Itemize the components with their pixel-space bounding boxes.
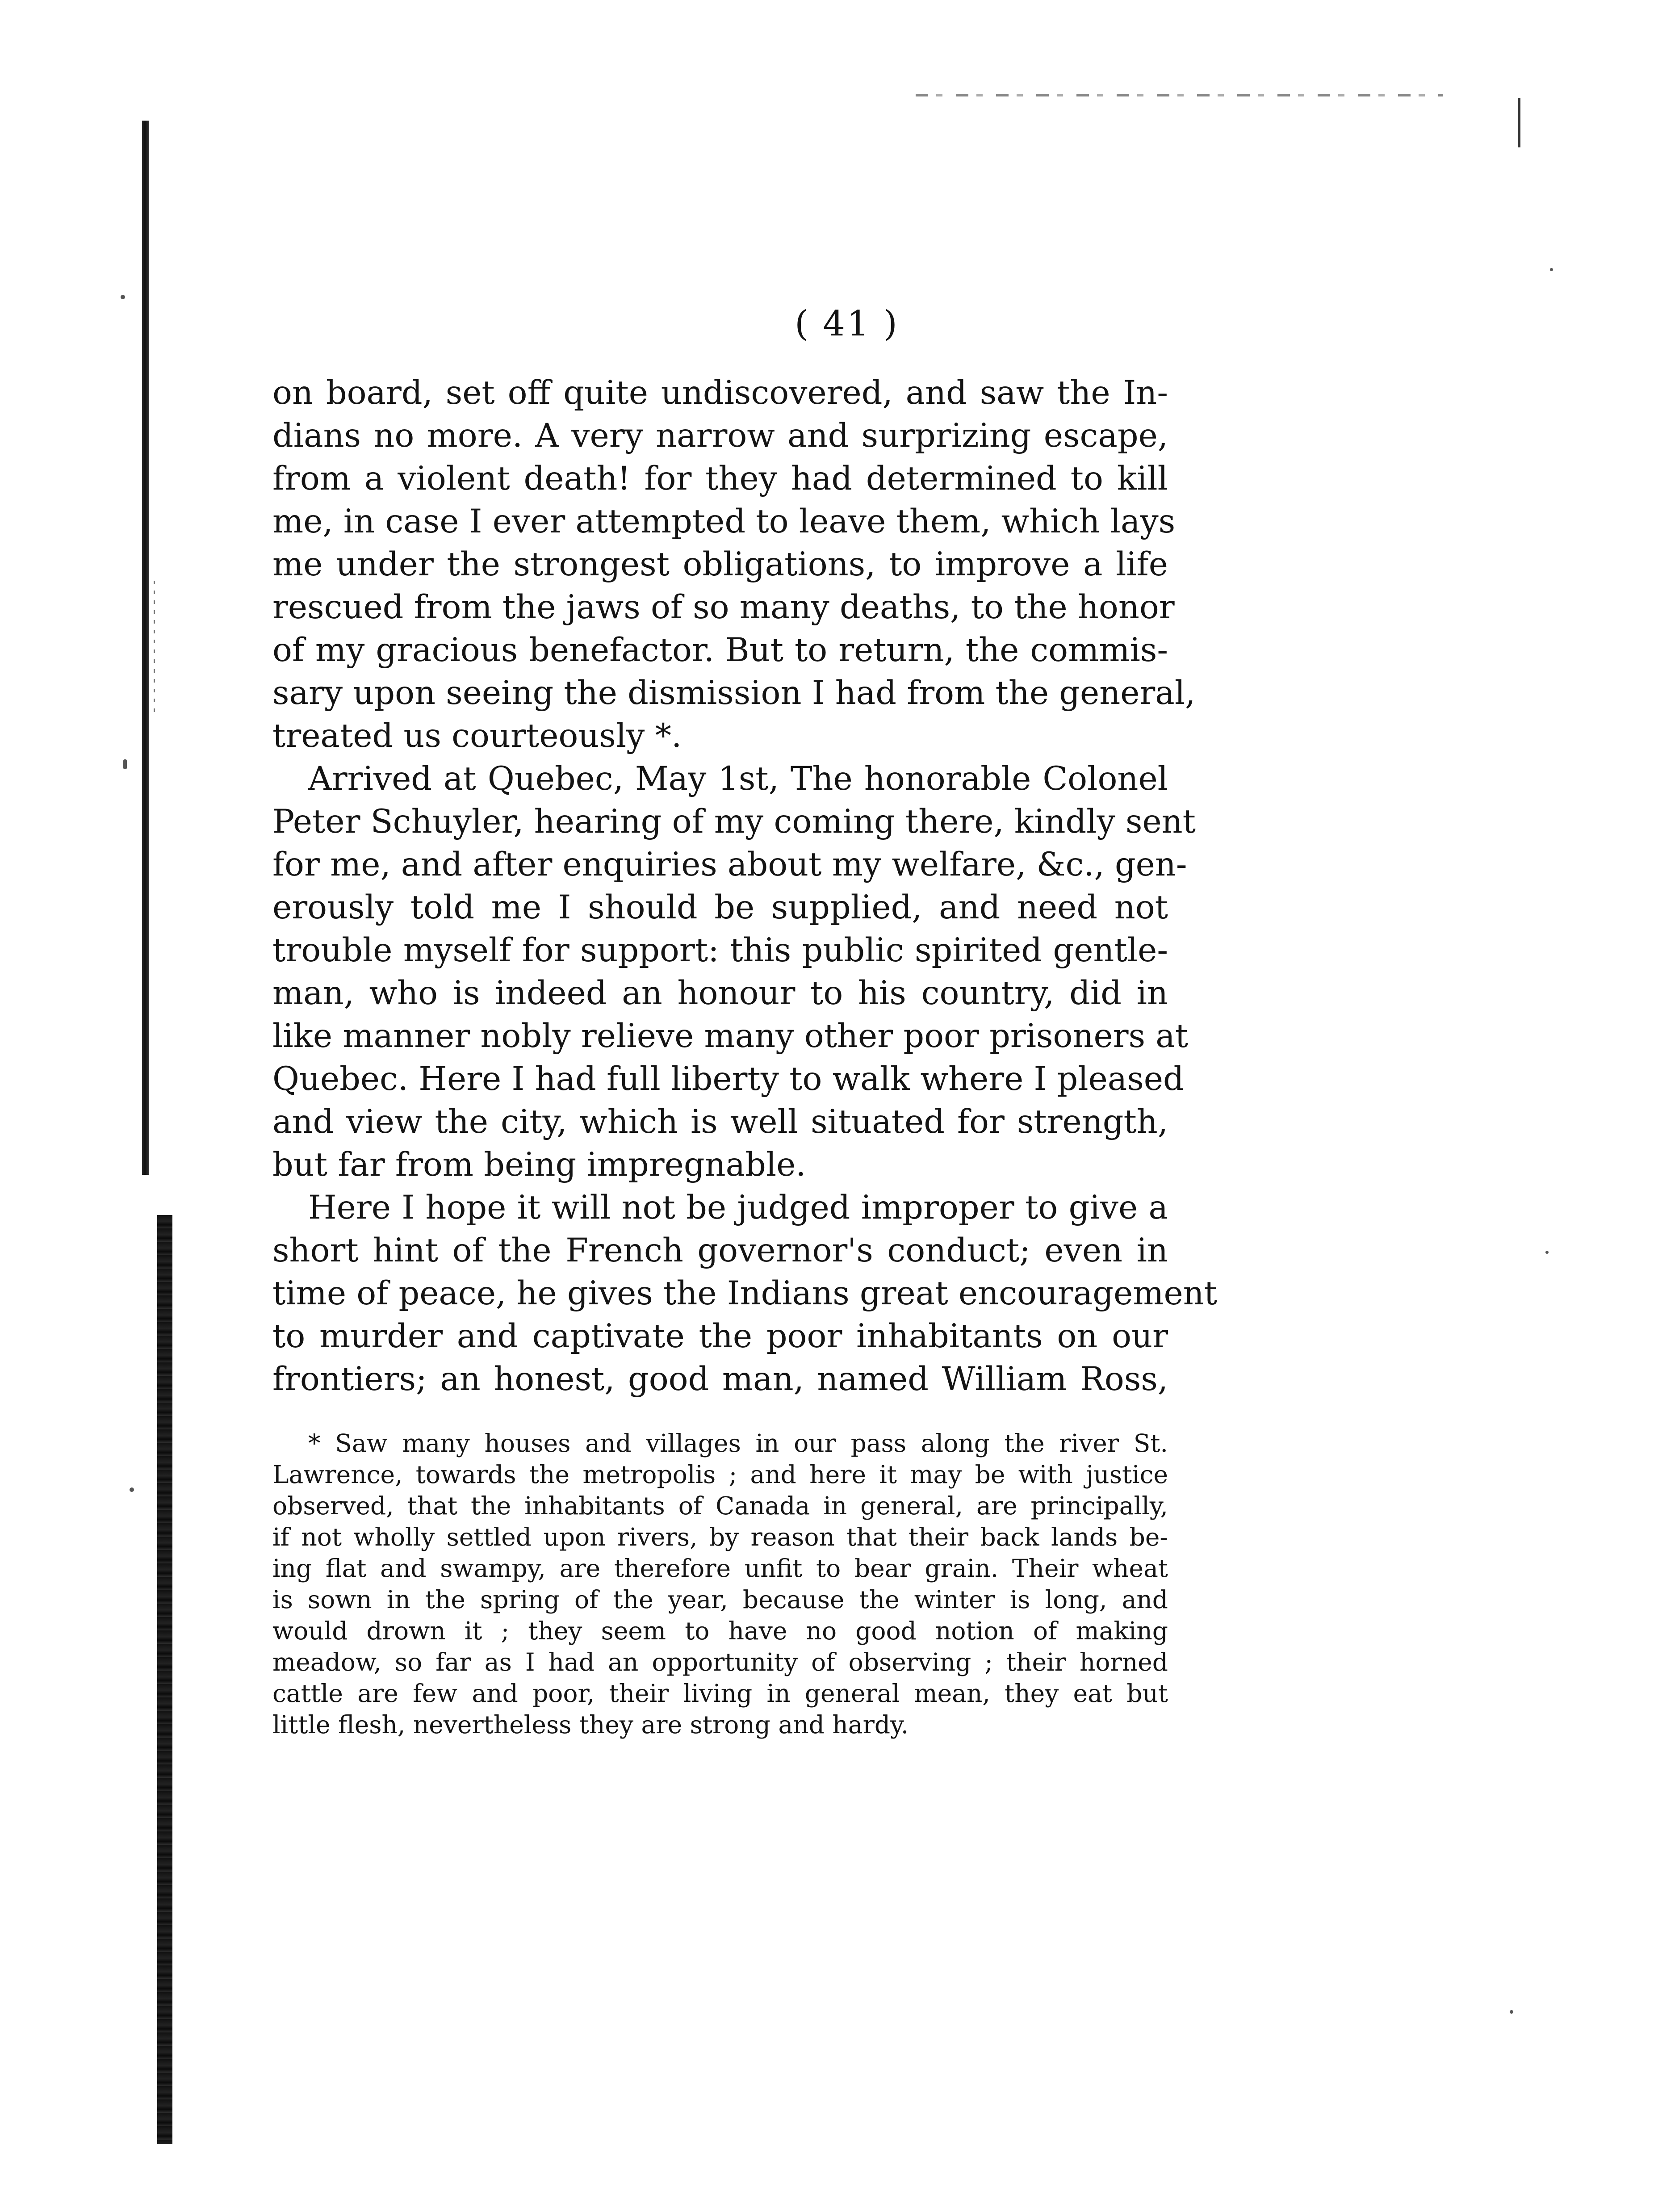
footnote-line: observed, that the inhabitants of Canada in general, are principally, — [272, 1491, 1168, 1520]
scan-speck — [123, 759, 127, 769]
body-line: and view the city, which is well situated for strength, — [272, 1103, 1168, 1141]
binding-edge-faint — [154, 581, 155, 715]
body-line: frontiers; an honest, good man, named William Ross, — [272, 1360, 1168, 1398]
footnote-line: little flesh, nevertheless they are strong and hardy. — [272, 1710, 909, 1739]
body-line: erously told me I should be supplied, and need not — [272, 888, 1168, 926]
scan-speck — [1510, 2010, 1513, 2014]
footnote-line: if not wholly settled upon rivers, by reason that their back lands be- — [272, 1523, 1168, 1551]
body-line: treated us courteously *. — [272, 717, 682, 755]
footnote-line: meadow, so far as I had an opportunity of observing ; their horned — [272, 1648, 1168, 1676]
body-line: to murder and captivate the poor inhabitants on our — [272, 1317, 1168, 1355]
body-line: sary upon seeing the dismission I had from the general, — [272, 674, 1196, 712]
body-line: for me, and after enquiries about my welfare, &c., gen- — [272, 846, 1187, 884]
body-text — [272, 372, 1218, 1401]
scan-speck — [1545, 1251, 1549, 1254]
body-line: Peter Schuyler, hearing of my coming there, kindly sent — [272, 803, 1196, 841]
body-line: of my gracious benefactor. But to return, the commis- — [272, 631, 1168, 669]
body-line: time of peace, he gives the Indians great encouragement — [272, 1274, 1218, 1312]
page-number: ( 41 ) — [795, 304, 899, 344]
body-line: man, who is indeed an honour to his country, did in — [272, 974, 1168, 1012]
scan-mark-right — [1518, 98, 1520, 147]
body-line-indented: Arrived at Quebec, May 1st, The honorable Colonel — [308, 760, 1168, 798]
binding-edge-shadow-lower — [157, 1215, 172, 2144]
binding-edge-shadow — [142, 121, 149, 1175]
body-line: rescued from the jaws of so many deaths, to the honor — [272, 588, 1175, 626]
body-line: Quebec. Here I had full liberty to walk where I pleased — [272, 1060, 1184, 1098]
scan-noise-top — [916, 94, 1443, 96]
scan-speck — [121, 295, 125, 299]
footnote — [272, 1428, 1168, 1740]
footnote-line-indented: * Saw many houses and villages in our pass along the river St. — [308, 1429, 1168, 1458]
body-line: trouble myself for support: this public spirited gentle- — [272, 931, 1168, 969]
body-line: me, in case I ever attempted to leave them, which lays — [272, 503, 1176, 540]
body-line: on board, set off quite undiscovered, and saw the In- — [272, 374, 1168, 412]
scan-speck — [1550, 268, 1553, 271]
footnote-line: Lawrence, towards the metropolis ; and here it may be with justice — [272, 1460, 1168, 1489]
scan-speck — [130, 1487, 134, 1492]
body-line: short hint of the French governor's conduct; even in — [272, 1232, 1168, 1269]
body-line: from a violent death! for they had determined to kill — [272, 460, 1168, 498]
body-line: dians no more. A very narrow and surprizing escape, — [272, 417, 1168, 455]
footnote-line: would drown it ; they seem to have no good notion of making — [272, 1617, 1168, 1645]
body-line: me under the strongest obligations, to improve a life — [272, 545, 1168, 583]
footnote-line: ing flat and swampy, are therefore unfit to bear grain. Their wheat — [272, 1554, 1168, 1583]
footnote-line: cattle are few and poor, their living in general mean, they eat but — [272, 1679, 1168, 1708]
footnote-line: is sown in the spring of the year, because the winter is long, and — [272, 1585, 1168, 1614]
body-line: but far from being impregnable. — [272, 1146, 806, 1184]
body-line: like manner nobly relieve many other poor prisoners at — [272, 1017, 1189, 1055]
body-line-indented: Here I hope it will not be judged improper to give a — [308, 1189, 1168, 1227]
